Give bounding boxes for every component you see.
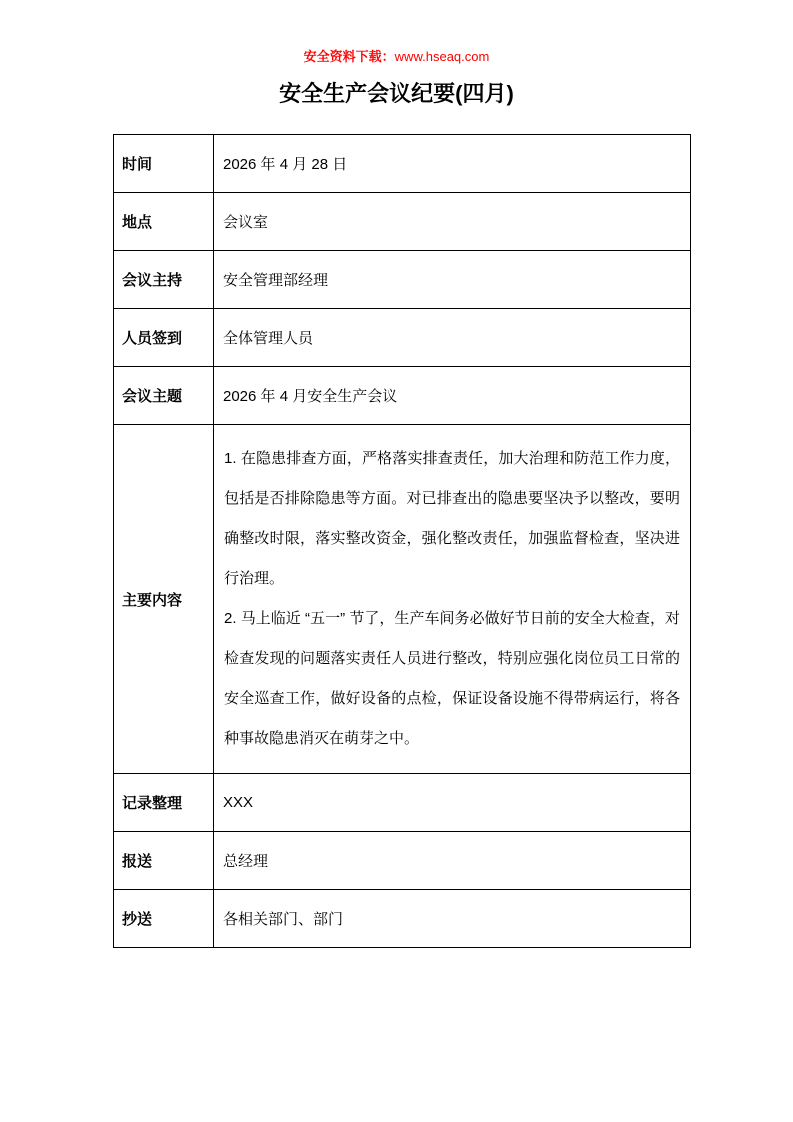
row-value [214,425,691,774]
table-row-report-to [114,832,691,890]
content-paragraph: 2. 马上临近 “五一” 节了，生产车间务必做好节日前的安全大检查，对检查发现的问题落实责任人员进行整改，特别应强化岗位员工日常的安全巡查工作，做好设备的点检，保证设备设施不得带病运行，将各种事故隐患消灭在萌芽之中。 [224,610,680,747]
table-row-location [114,193,691,251]
row-value: 会议室 [214,193,691,251]
content-paragraph: 1. 在隐患排查方面，严格落实排查责任，加大治理和防范工作力度，包括是否排除隐患等方面。对已排查出的隐患要坚决予以整改，要明确整改时限，落实整改资金，强化整改责任，加强监督检查，坚决进行治理。 [224,450,680,587]
row-value: 安全管理部经理 [214,251,691,309]
table-row-main-content [114,425,691,774]
row-value: 2026 年 4 月安全生产会议 [214,367,691,425]
row-label: 时间 [114,135,214,193]
row-value: 2026 年 4 月 28 日 [214,135,691,193]
watermark-url: www.hseaq.com [394,49,490,64]
row-value: XXX [214,774,691,832]
row-label: 会议主题 [114,367,214,425]
table-row-time [114,135,691,193]
table-row-signin [114,309,691,367]
row-label: 会议主持 [114,251,214,309]
row-label: 地点 [114,193,214,251]
table-row-topic [114,367,691,425]
watermark-header [0,0,793,65]
row-value: 总经理 [214,832,691,890]
meeting-minutes-table [113,134,691,948]
row-label: 记录整理 [114,774,214,832]
row-value: 全体管理人员 [214,309,691,367]
row-label: 抄送 [114,890,214,948]
watermark-label: 安全资料下载： [303,49,395,64]
row-label: 人员签到 [114,309,214,367]
table-row-recorder [114,774,691,832]
table-row-copy-to [114,890,691,948]
table-row-host [114,251,691,309]
row-label: 报送 [114,832,214,890]
page-title: 安全生产会议纪要(四月) [279,81,514,106]
row-value: 各相关部门、部门 [214,890,691,948]
row-label: 主要内容 [114,425,214,774]
